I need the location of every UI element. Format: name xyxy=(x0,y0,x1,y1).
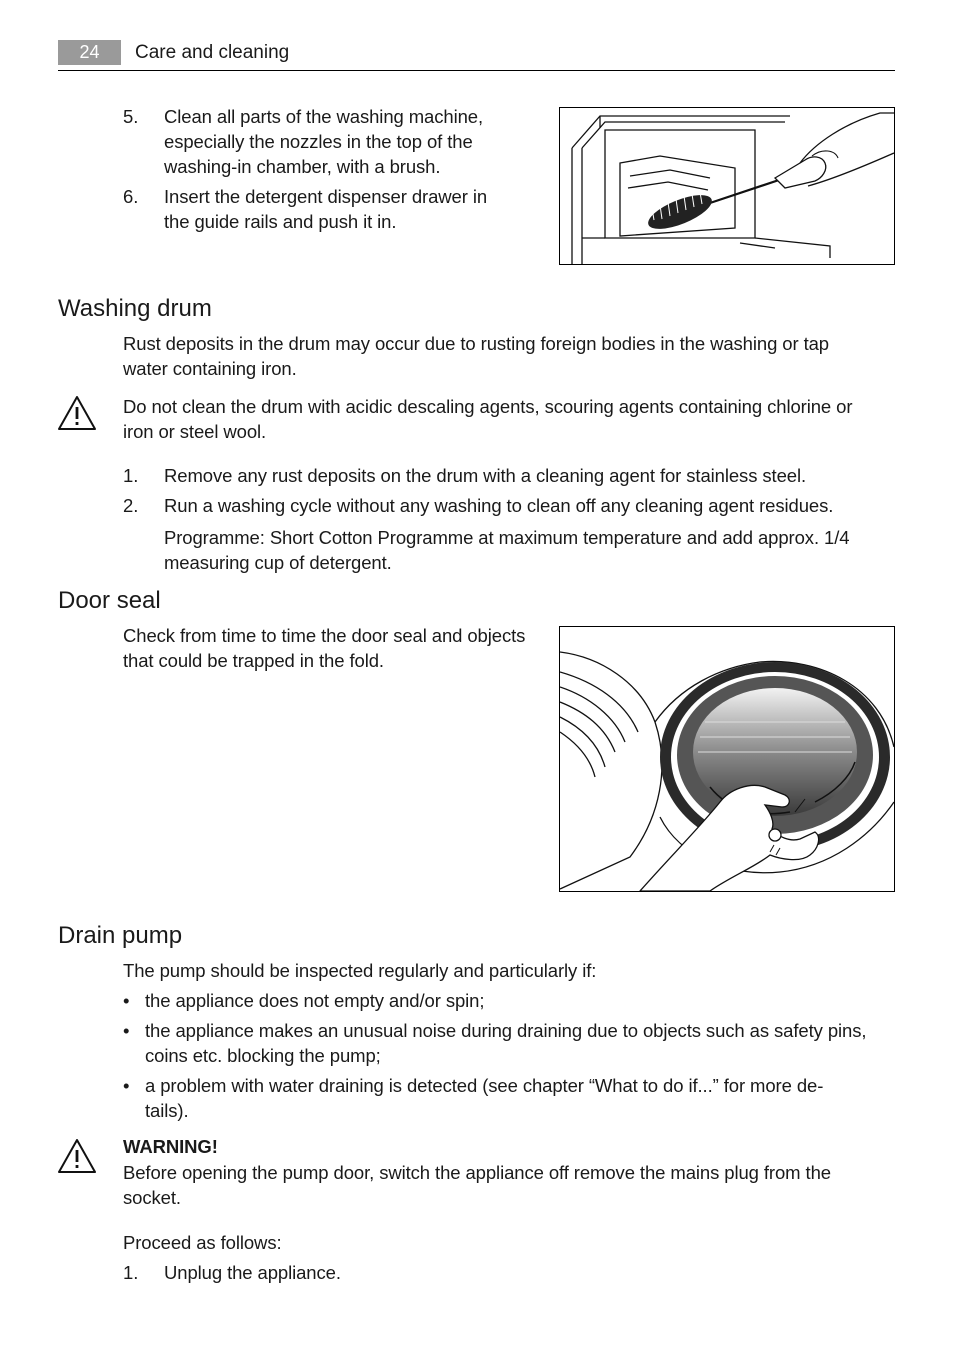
text-line: Before opening the pump door, switch the appliance off remove the mains plug from the xyxy=(123,1162,831,1183)
programme-note xyxy=(164,525,904,575)
step-line: especially the nozzles in the top of the xyxy=(164,131,473,152)
brush-cleaning-icon xyxy=(560,108,894,264)
header-divider xyxy=(58,70,895,71)
washing-drum-warning xyxy=(123,394,903,444)
page-number: 24 xyxy=(58,40,121,65)
proceed-text: Proceed as follows: xyxy=(123,1232,282,1253)
text-line: measuring cup of detergent. xyxy=(164,552,392,573)
warning-triangle-icon xyxy=(57,395,97,431)
bullet-icon: • xyxy=(123,1075,130,1096)
step-line: Clean all parts of the washing machine, xyxy=(164,106,484,127)
section-heading-washing-drum: Washing drum xyxy=(58,295,212,322)
text-line: socket. xyxy=(123,1187,181,1208)
step-number: 5. xyxy=(123,106,139,127)
step-line: the guide rails and push it in. xyxy=(164,211,397,232)
section-heading-door-seal: Door seal xyxy=(58,587,161,614)
drain-pump-warning xyxy=(123,1160,903,1210)
text-line: coins etc. blocking the pump; xyxy=(145,1045,381,1066)
section-title: Care and cleaning xyxy=(135,42,290,63)
text-line: Programme: Short Cotton Programme at maximum temperature and add approx. 1/4 xyxy=(164,527,850,548)
warning-triangle-icon xyxy=(57,1138,97,1174)
dispenser-cleaning-illustration xyxy=(559,107,895,265)
door-seal-text xyxy=(123,623,553,673)
step-line: washing-in chamber, with a brush. xyxy=(164,156,441,177)
door-seal-check-icon xyxy=(560,627,894,891)
washing-drum-intro xyxy=(123,331,903,381)
section-heading-drain-pump: Drain pump xyxy=(58,922,183,949)
step-number: 6. xyxy=(123,186,139,207)
step-text: Remove any rust deposits on the drum with a cleaning agent for stainless steel. xyxy=(164,465,807,486)
text-line: the appliance does not empty and/or spin; xyxy=(145,990,485,1011)
text-line: Check from time to time the door seal and objects xyxy=(123,625,526,646)
bullet-icon: • xyxy=(123,990,130,1011)
step-number: 2. xyxy=(123,495,139,516)
step-text: Run a washing cycle without any washing to clean off any cleaning agent residues. xyxy=(164,495,834,516)
text-line: the appliance makes an unusual noise during draining due to objects such as safety pins, xyxy=(145,1020,867,1041)
text-line: Rust deposits in the drum may occur due to rusting foreign bodies in the washing or tap xyxy=(123,333,829,354)
text-line: a problem with water draining is detected (see chapter “What to do if...” for more de- xyxy=(145,1075,824,1096)
drain-pump-intro: The pump should be inspected regularly and particularly if: xyxy=(123,960,597,981)
step-number: 1. xyxy=(123,1262,139,1283)
step-text: Unplug the appliance. xyxy=(164,1262,341,1283)
text-line: that could be trapped in the fold. xyxy=(123,650,384,671)
text-line: water containing iron. xyxy=(123,358,297,379)
step-line: Insert the detergent dispenser drawer in xyxy=(164,186,488,207)
door-seal-illustration xyxy=(559,626,895,892)
warning-title: WARNING! xyxy=(123,1136,218,1157)
step-number: 1. xyxy=(123,465,139,486)
text-line: tails). xyxy=(145,1100,189,1121)
text-line: iron or steel wool. xyxy=(123,421,267,442)
bullet-icon: • xyxy=(123,1020,130,1041)
text-line: Do not clean the drum with acidic descaling agents, scouring agents containing chlorine or xyxy=(123,396,853,417)
